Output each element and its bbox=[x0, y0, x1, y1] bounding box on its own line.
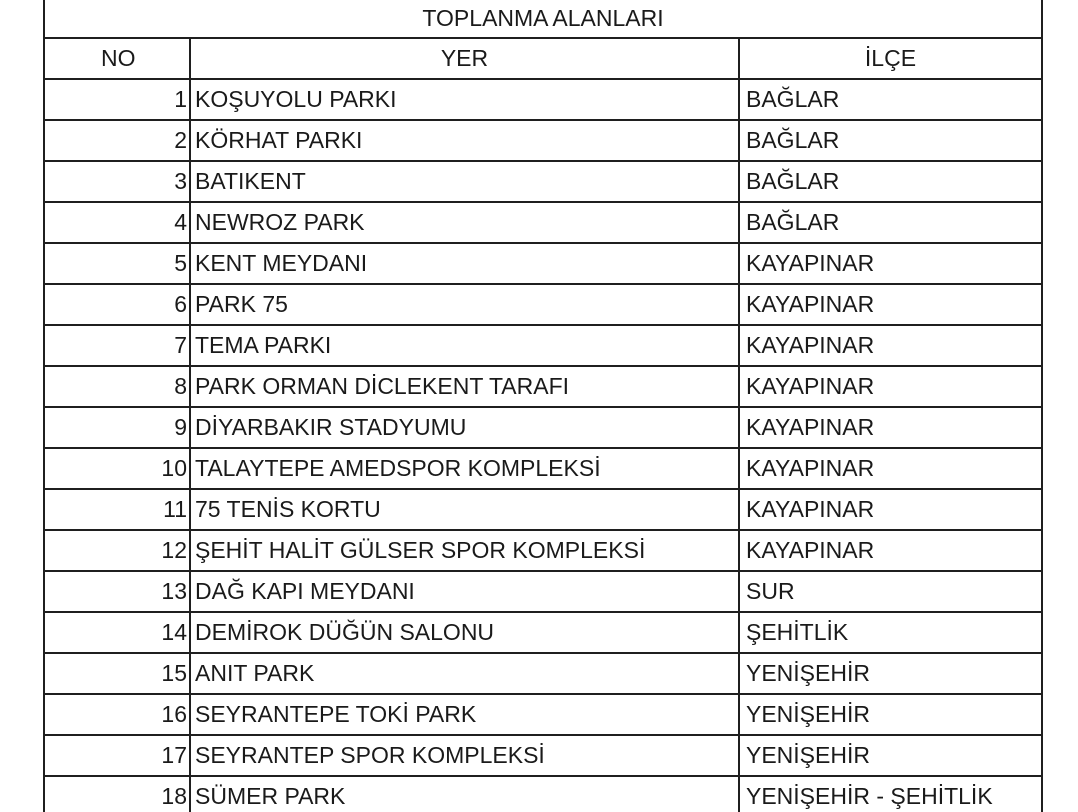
cell-ilce: BAĞLAR bbox=[739, 120, 1042, 161]
cell-yer: SEYRANTEP SPOR KOMPLEKSİ bbox=[190, 735, 739, 776]
table-row bbox=[44, 571, 1042, 612]
cell-yer: TEMA PARKI bbox=[190, 325, 739, 366]
cell-no: 11 bbox=[44, 489, 190, 530]
cell-ilce: KAYAPINAR bbox=[739, 366, 1042, 407]
cell-ilce: KAYAPINAR bbox=[739, 325, 1042, 366]
cell-yer: ŞEHİT HALİT GÜLSER SPOR KOMPLEKSİ bbox=[190, 530, 739, 571]
cell-no: 3 bbox=[44, 161, 190, 202]
cell-yer: SEYRANTEPE TOKİ PARK bbox=[190, 694, 739, 735]
cell-no: 17 bbox=[44, 735, 190, 776]
cell-no: 6 bbox=[44, 284, 190, 325]
table-row bbox=[44, 694, 1042, 735]
table-row bbox=[44, 120, 1042, 161]
cell-no: 12 bbox=[44, 530, 190, 571]
table-row bbox=[44, 325, 1042, 366]
cell-no: 10 bbox=[44, 448, 190, 489]
table-row bbox=[44, 366, 1042, 407]
table-row bbox=[44, 653, 1042, 694]
cell-yer: KENT MEYDANI bbox=[190, 243, 739, 284]
cell-yer: ANIT PARK bbox=[190, 653, 739, 694]
table-row bbox=[44, 202, 1042, 243]
cell-no: 16 bbox=[44, 694, 190, 735]
cell-no: 9 bbox=[44, 407, 190, 448]
table-row bbox=[44, 489, 1042, 530]
cell-ilce: YENİŞEHİR - ŞEHİTLİK bbox=[739, 776, 1042, 812]
assembly-areas-table bbox=[43, 0, 1043, 812]
cell-ilce: ŞEHİTLİK bbox=[739, 612, 1042, 653]
cell-no: 4 bbox=[44, 202, 190, 243]
table-row bbox=[44, 284, 1042, 325]
cell-ilce: YENİŞEHİR bbox=[739, 653, 1042, 694]
cell-ilce: KAYAPINAR bbox=[739, 407, 1042, 448]
table-title: TOPLANMA ALANLARI bbox=[44, 0, 1042, 38]
cell-ilce: SUR bbox=[739, 571, 1042, 612]
cell-ilce: KAYAPINAR bbox=[739, 448, 1042, 489]
cell-ilce: KAYAPINAR bbox=[739, 530, 1042, 571]
table-row bbox=[44, 735, 1042, 776]
cell-yer: PARK 75 bbox=[190, 284, 739, 325]
cell-no: 14 bbox=[44, 612, 190, 653]
cell-no: 5 bbox=[44, 243, 190, 284]
cell-no: 15 bbox=[44, 653, 190, 694]
table-row bbox=[44, 448, 1042, 489]
cell-ilce: KAYAPINAR bbox=[739, 284, 1042, 325]
cell-yer: 75 TENİS KORTU bbox=[190, 489, 739, 530]
cell-ilce: KAYAPINAR bbox=[739, 489, 1042, 530]
cell-ilce: KAYAPINAR bbox=[739, 243, 1042, 284]
table-row bbox=[44, 612, 1042, 653]
table-header-row bbox=[44, 38, 1042, 79]
cell-no: 7 bbox=[44, 325, 190, 366]
cell-ilce: BAĞLAR bbox=[739, 79, 1042, 120]
cell-yer: DİYARBAKIR STADYUMU bbox=[190, 407, 739, 448]
cell-no: 8 bbox=[44, 366, 190, 407]
cell-yer: KOŞUYOLU PARKI bbox=[190, 79, 739, 120]
cell-ilce: BAĞLAR bbox=[739, 202, 1042, 243]
cell-ilce: YENİŞEHİR bbox=[739, 694, 1042, 735]
column-header-yer: YER bbox=[190, 38, 739, 79]
cell-yer: KÖRHAT PARKI bbox=[190, 120, 739, 161]
cell-yer: BATIKENT bbox=[190, 161, 739, 202]
cell-yer: TALAYTEPE AMEDSPOR KOMPLEKSİ bbox=[190, 448, 739, 489]
table-row bbox=[44, 243, 1042, 284]
table-row bbox=[44, 407, 1042, 448]
cell-no: 13 bbox=[44, 571, 190, 612]
cell-yer: PARK ORMAN DİCLEKENT TARAFI bbox=[190, 366, 739, 407]
table-row bbox=[44, 776, 1042, 812]
column-header-no: NO bbox=[44, 38, 190, 79]
cell-no: 2 bbox=[44, 120, 190, 161]
cell-ilce: YENİŞEHİR bbox=[739, 735, 1042, 776]
cell-yer: DEMİROK DÜĞÜN SALONU bbox=[190, 612, 739, 653]
column-header-ilce: İLÇE bbox=[739, 38, 1042, 79]
table-row bbox=[44, 79, 1042, 120]
cell-no: 1 bbox=[44, 79, 190, 120]
cell-ilce: BAĞLAR bbox=[739, 161, 1042, 202]
cell-yer: NEWROZ PARK bbox=[190, 202, 739, 243]
table-row bbox=[44, 161, 1042, 202]
cell-yer: DAĞ KAPI MEYDANI bbox=[190, 571, 739, 612]
cell-no: 18 bbox=[44, 776, 190, 812]
table-title-row bbox=[44, 0, 1042, 38]
table-row bbox=[44, 530, 1042, 571]
cell-yer: SÜMER PARK bbox=[190, 776, 739, 812]
spreadsheet-sheet bbox=[43, 0, 1041, 812]
